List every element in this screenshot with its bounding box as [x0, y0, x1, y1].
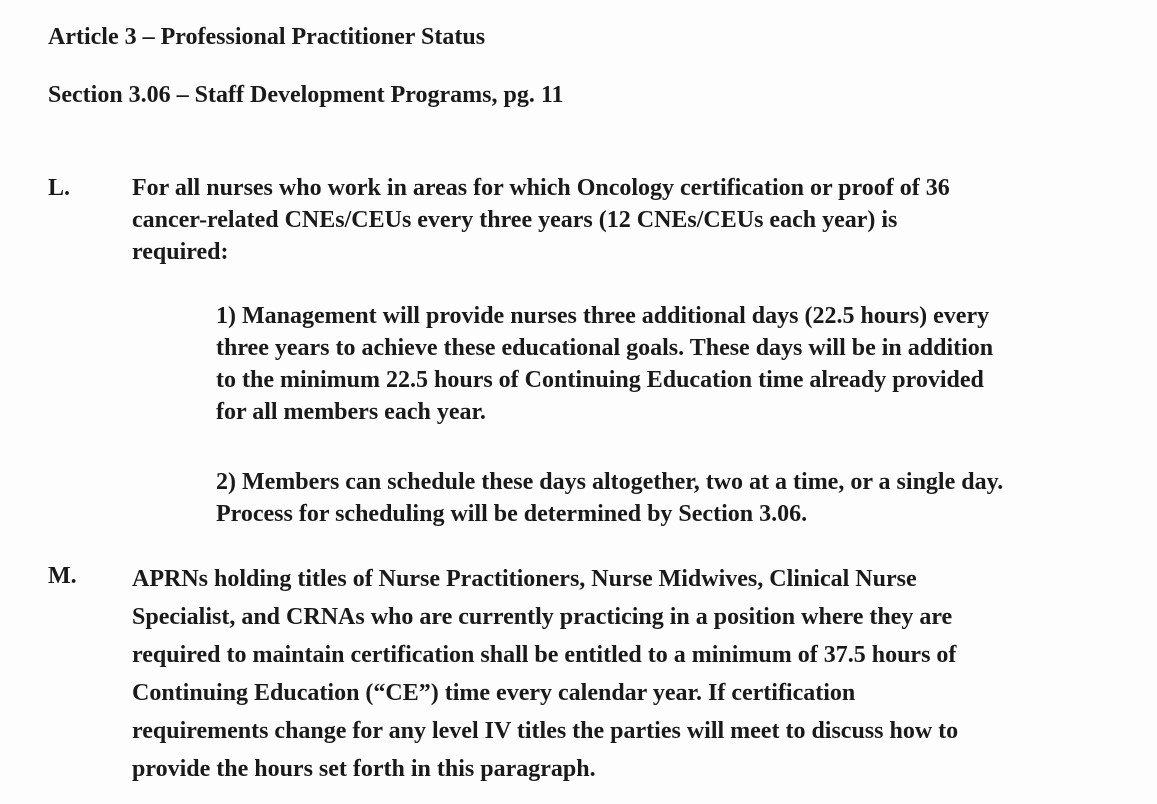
item-marker-m: M. [48, 563, 77, 589]
section-heading: Section 3.06 – Staff Development Programs, pg. 11 [48, 82, 564, 108]
item-text-l: For all nurses who work in areas for which Oncology certification or proof of 36 cancer-related CNEs/CEUs every three years (12 CNEs/CEUs each year) is required: [132, 175, 950, 265]
item-text-m: APRNs holding titles of Nurse Practitioners, Nurse Midwives, Clinical Nurse Specialist, and CRNAs who are currently practicing in a position where they are required to maintain certification shall be entitled to a minimum of 37.5 hours of Continuing Education (“CE”) time every calendar year. If certification requirements change for any level IV titles the parties will meet to discuss how to provide the hours set forth in this paragraph. [132, 566, 959, 782]
article-heading: Article 3 – Professional Practitioner Status [48, 24, 486, 50]
subitem-2: 2) Members can schedule these days altogether, two at a time, or a single day. Process for scheduling will be determined by Section 3.06. [216, 469, 1004, 527]
item-marker-l: L. [48, 175, 71, 201]
subitem-1: 1) Management will provide nurses three additional days (22.5 hours) every three years to achieve these educational goals. These days will be in addition to the minimum 22.5 hours of Continuing Education time already provided for all members each year. [216, 303, 994, 425]
